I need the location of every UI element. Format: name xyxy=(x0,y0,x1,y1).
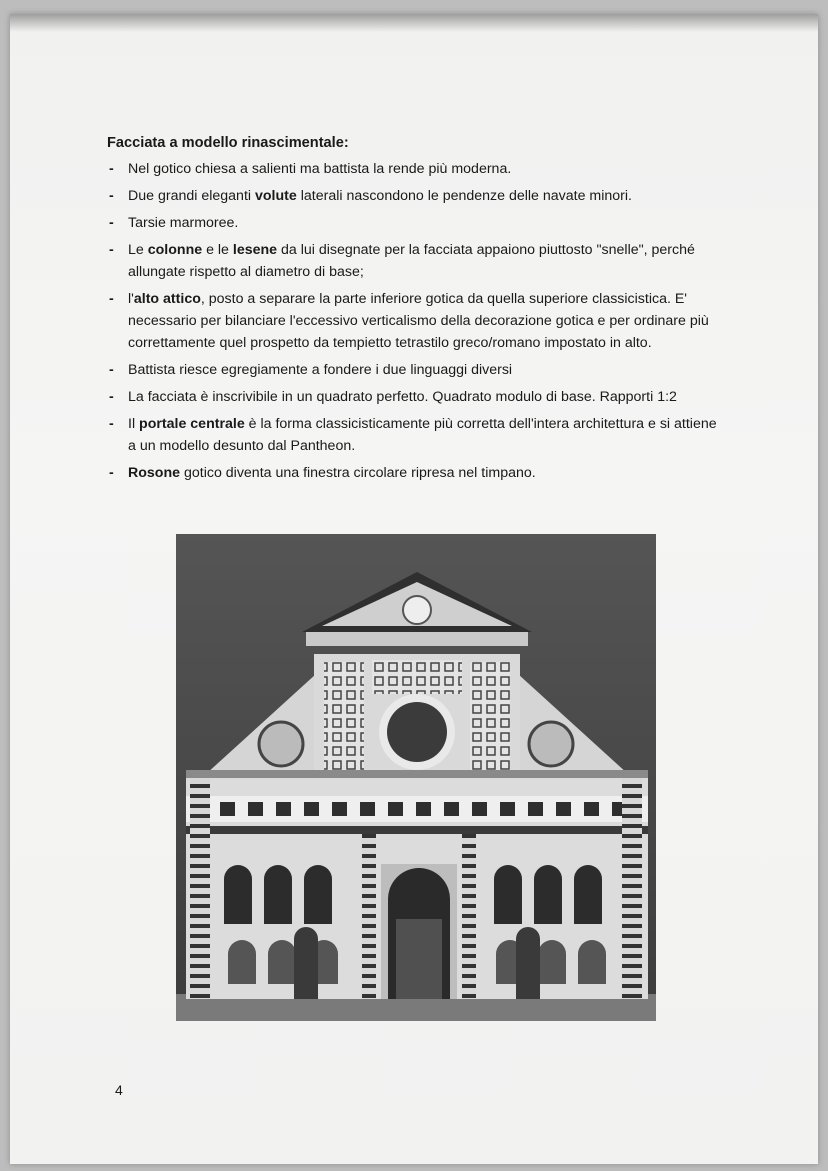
bullet-text: è la forma classicisticamente più corretta dell'intera architettura e si attiene a un modello desunto dal Pantheon. xyxy=(128,416,717,454)
bullet-text: l' xyxy=(128,291,134,307)
bullet-dash: - xyxy=(109,215,114,231)
page-top-shadow xyxy=(10,14,818,32)
bullet-dash: - xyxy=(109,465,114,481)
bullet-item xyxy=(107,462,717,484)
bullet-item xyxy=(107,386,717,408)
bullet-item xyxy=(107,185,717,207)
bullet-dash: - xyxy=(109,291,114,307)
bullet-text: Le xyxy=(128,242,148,258)
bullet-dash: - xyxy=(109,188,114,204)
bullet-text: Battista riesce egregiamente a fondere i due linguaggi diversi xyxy=(128,362,513,378)
bold-term: alto attico xyxy=(133,291,201,307)
bullet-item xyxy=(107,288,717,354)
bullet-list xyxy=(107,158,717,484)
bullet-item xyxy=(107,212,717,234)
document-page xyxy=(10,14,818,1164)
bullet-dash: - xyxy=(109,242,114,258)
bold-term: colonne xyxy=(147,242,203,258)
bold-term: lesene xyxy=(232,242,278,258)
bullet-text: Il xyxy=(128,416,140,432)
bullet-text: La facciata è inscrivibile in un quadrato perfetto. Quadrato modulo di base. Rapporti 1:2 xyxy=(128,389,677,405)
bullet-text: gotico diventa una finestra circolare ripresa nel timpano. xyxy=(180,465,536,481)
page-number: 4 xyxy=(115,1082,123,1098)
bullet-text: , posto a separare la parte inferiore gotica da quella superiore classicistica. E' necessario per bilanciare l'eccessivo verticalismo della decorazione gotica e per ordinare più correttamente quel prospetto da tempietto tetrastilo greco/romano impostato in alto. xyxy=(128,291,709,351)
bold-term: volute xyxy=(255,188,297,204)
bullet-dash: - xyxy=(109,389,114,405)
bullet-text: Due grandi eleganti xyxy=(128,188,255,204)
bullet-text: Tarsie marmoree. xyxy=(128,215,239,231)
santa-maria-novella-facade-image xyxy=(176,534,656,1021)
bullet-text: Nel gotico chiesa a salienti ma battista la rende più moderna. xyxy=(128,161,512,177)
bullet-item xyxy=(107,359,717,381)
text-block xyxy=(107,132,717,489)
bullet-text: da lui disegnate per la facciata appaiono piuttosto "snelle", perché allungate rispetto al diametro di base; xyxy=(128,242,695,280)
bullet-text: laterali nascondono le pendenze delle navate minori. xyxy=(296,188,632,204)
bullet-dash: - xyxy=(109,161,114,177)
bold-term: Rosone xyxy=(128,465,181,481)
facade-photo xyxy=(176,534,656,1021)
bullet-dash: - xyxy=(109,362,114,378)
section-heading: Facciata a modello rinascimentale: xyxy=(107,135,349,151)
bullet-dash: - xyxy=(109,416,114,432)
bullet-item xyxy=(107,158,717,180)
bullet-item xyxy=(107,239,717,283)
bullet-text: e le xyxy=(202,242,233,258)
bullet-item xyxy=(107,413,717,457)
bold-term: portale centrale xyxy=(139,416,245,432)
